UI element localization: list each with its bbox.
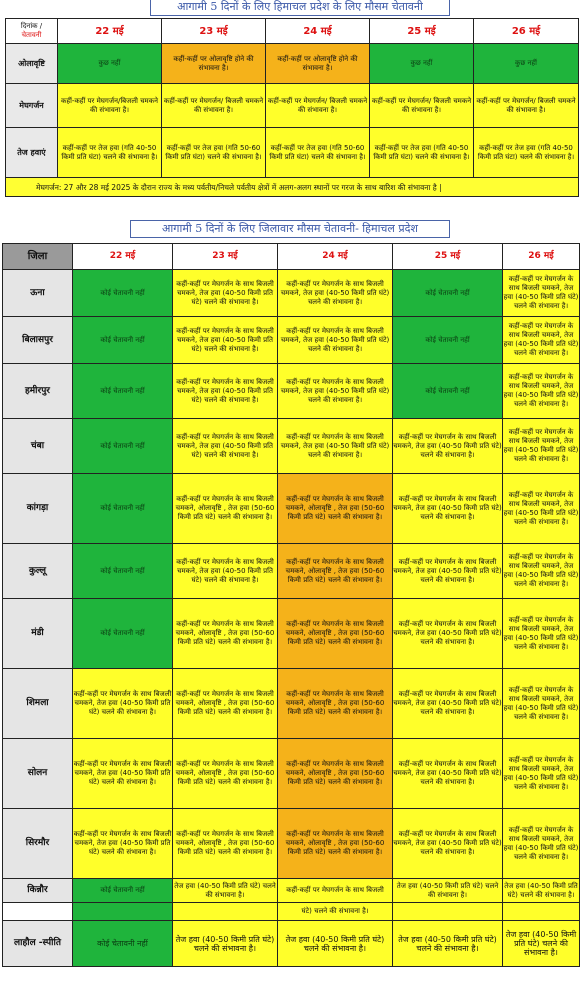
district-warning-cell: कोई चेतावनी नहीं xyxy=(73,921,173,967)
date-header: 25 मई xyxy=(370,19,474,44)
district-warning-cell: कहीं-कहीं पर मेघगर्जन के साथ बिजली चमकने, तेज हवा (40-50 किमी प्रति घंटे) चलने की संभावना है। xyxy=(73,809,173,879)
district-name: चंबा xyxy=(3,419,73,474)
district-warning-cell: कहीं-कहीं पर मेघगर्जन के साथ बिजली चमकने, तेज हवा (40-50 किमी प्रति घंटे) चलने की संभावना है। xyxy=(393,419,503,474)
district-row xyxy=(3,669,580,739)
warning-cell: कहीं-कहीं पर मेघगर्जन/ बिजली चमकने की संभावना है। xyxy=(474,84,579,128)
corner-cell xyxy=(6,19,58,44)
warning-cell: कहीं-कहीं पर तेज हवा (गति 40-50 किमी प्रति घंटा) चलने की संभावना है। xyxy=(58,128,162,178)
district-warning-cell: कहीं-कहीं पर मेघगर्जन के साथ बिजली चमकने, तेज हवा (40-50 किमी प्रति घंटे) चलने की संभावना है। xyxy=(173,317,278,364)
empty-cell xyxy=(3,903,73,921)
district-warning-cell: कहीं-कहीं पर मेघगर्जन के साथ बिजली चमकने, तेज हवा (40-50 किमी प्रति घंटे) चलने की संभावना है। xyxy=(278,270,393,317)
district-warning-cell: कहीं-कहीं पर मेघगर्जन के साथ बिजली चमकने, तेज हवा (40-50 किमी प्रति घंटे) चलने की संभावना है। xyxy=(73,669,173,739)
district-row xyxy=(3,364,580,419)
date-header: 24 मई xyxy=(278,244,393,270)
wind-row xyxy=(6,128,579,178)
district-warning-cell: कहीं-कहीं पर मेघगर्जन के साथ बिजली xyxy=(278,879,393,903)
district-row xyxy=(3,270,580,317)
district-row xyxy=(3,474,580,544)
district-warning-cell: तेज हवा (40-50 किमी प्रति घंटे) चलने की संभावना है। xyxy=(173,921,278,967)
district-warning-cell: कहीं-कहीं पर मेघगर्जन के साथ बिजली चमकने, तेज हवा (40-50 किमी प्रति घंटे) चलने की संभावना है। xyxy=(503,739,580,809)
district-warning-cell: कहीं-कहीं पर मेघगर्जन के साथ बिजली चमकने, तेज हवा (40-50 किमी प्रति घंटे) चलने की संभावना है। xyxy=(503,317,580,364)
date-header: 25 मई xyxy=(393,244,503,270)
district-warning-cell: तेज हवा (40-50 किमी प्रति घंटे) चलने की संभावना है। xyxy=(393,879,503,903)
district-warning-cell: कहीं-कहीं पर मेघगर्जन के साथ बिजली चमकने, तेज हवा (40-50 किमी प्रति घंटे) चलने की संभावना है। xyxy=(278,317,393,364)
state-warning-table xyxy=(5,18,579,197)
warning-cell: कहीं-कहीं पर तेज हवा (गति 40-50 किमी प्रति घंटा) चलने की संभावना है। xyxy=(370,128,474,178)
district-row xyxy=(3,809,580,879)
district-name: सिरमौर xyxy=(3,809,73,879)
corner-date-label: दिनांक / xyxy=(20,22,43,30)
district-warning-cell: कहीं-कहीं पर मेघगर्जन के साथ बिजली चमकने, तेज हवा (40-50 किमी प्रति घंटे) चलने की संभावना है। xyxy=(503,544,580,599)
district-name: किन्नौर xyxy=(3,879,73,903)
district-warning-cell: कहीं-कहीं पर मेघगर्जन के साथ बिजली चमकने, तेज हवा (40-50 किमी प्रति घंटे) चलने की संभावना है। xyxy=(393,669,503,739)
district-warning-cell: कहीं-कहीं पर मेघगर्जन के साथ बिजली चमकने, तेज हवा (40-50 किमी प्रति घंटे) चलने की संभावना है। xyxy=(173,544,278,599)
row-label-wind: तेज हवाएं xyxy=(6,128,58,178)
row-label-hail: ओलावृष्टि xyxy=(6,44,58,84)
district-warning-cell: कोई चेतावनी नहीं xyxy=(393,317,503,364)
district-warning-cell: तेज हवा (40-50 किमी प्रति घंटे) चलने की संभावना है। xyxy=(393,921,503,967)
date-header: 26 मई xyxy=(503,244,580,270)
district-warning-cell: कोई चेतावनी नहीं xyxy=(73,317,173,364)
district-row xyxy=(3,599,580,669)
empty-cell xyxy=(173,903,278,921)
district-row xyxy=(3,544,580,599)
warning-cell: कहीं-कहीं पर मेघगर्जन/ बिजली चमकने की संभावना है। xyxy=(370,84,474,128)
district-warning-cell: कहीं-कहीं पर मेघगर्जन के साथ बिजली चमकने, ओलावृष्टि , तेज हवा (50-60 किमी प्रति घंटे) चलने की संभावना है। xyxy=(278,599,393,669)
district-warning-cell: कहीं-कहीं पर मेघगर्जन के साथ बिजली चमकने, तेज हवा (40-50 किमी प्रति घंटे) चलने की संभावना है। xyxy=(393,739,503,809)
district-warning-cell: कहीं-कहीं पर मेघगर्जन के साथ बिजली चमकने, तेज हवा (40-50 किमी प्रति घंटे) चलने की संभावना है। xyxy=(503,474,580,544)
date-header: 26 मई xyxy=(474,19,579,44)
district-warning-cell: कहीं-कहीं पर मेघगर्जन के साथ बिजली चमकने, तेज हवा (40-50 किमी प्रति घंटे) चलने की संभावना है। xyxy=(173,270,278,317)
row-label-thunder: मेघगर्जन xyxy=(6,84,58,128)
district-warning-cell: कोई चेतावनी नहीं xyxy=(393,364,503,419)
district-name: कांगड़ा xyxy=(3,474,73,544)
district-warning-cell: कहीं-कहीं पर मेघगर्जन के साथ बिजली चमकने, तेज हवा (40-50 किमी प्रति घंटे) चलने की संभावना है। xyxy=(278,419,393,474)
state-table-header xyxy=(6,19,579,44)
warning-cell: कहीं-कहीं पर तेज हवा (गति 40-50 किमी प्रति घंटा) चलने की संभावना है। xyxy=(474,128,579,178)
corner-warning-label: चेतावनी xyxy=(21,31,42,39)
hail-row xyxy=(6,44,579,84)
district-row xyxy=(3,317,580,364)
district-row-kinnaur xyxy=(3,879,580,903)
district-warning-cell: कहीं-कहीं पर मेघगर्जन के साथ बिजली चमकने, तेज हवा (40-50 किमी प्रति घंटे) चलने की संभावना है। xyxy=(173,419,278,474)
kinnaur-continuation-row xyxy=(3,903,580,921)
district-warning-cell: कहीं-कहीं पर मेघगर्जन के साथ बिजली चमकने, ओलावृष्टि , तेज हवा (50-60 किमी प्रति घंटे) चलने की संभावना है। xyxy=(278,669,393,739)
district-warning-cell: कहीं-कहीं पर मेघगर्जन के साथ बिजली चमकने, तेज हवा (40-50 किमी प्रति घंटे) चलने की संभावना है। xyxy=(503,809,580,879)
district-warning-cell: तेज हवा (40-50 किमी प्रति घंटे) चलने की संभावना है। xyxy=(503,879,580,903)
district-name: हमीरपुर xyxy=(3,364,73,419)
district-warning-cell: कोई चेतावनी नहीं xyxy=(73,599,173,669)
warning-cell: कुछ नहीं xyxy=(474,44,579,84)
district-warning-cell: कहीं-कहीं पर मेघगर्जन के साथ बिजली चमकने, ओलावृष्टि , तेज हवा (50-60 किमी प्रति घंटे) चलने की संभावना है। xyxy=(173,474,278,544)
district-table-header xyxy=(3,244,580,270)
warning-cell: कहीं-कहीं पर ओलावृष्टि होने की संभावना है। xyxy=(162,44,266,84)
warning-cell: कहीं-कहीं पर तेज हवा (गति 50-60 किमी प्रति घंटा) चलने की संभावना है। xyxy=(162,128,266,178)
district-name: ऊना xyxy=(3,270,73,317)
district-warning-table xyxy=(2,243,580,967)
district-name: बिलासपुर xyxy=(3,317,73,364)
warning-cell: कहीं-कहीं पर ओलावृष्टि होने की संभावना है। xyxy=(266,44,370,84)
warning-cell: कहीं-कहीं पर मेघगर्जन/ बिजली चमकने की संभावना है। xyxy=(266,84,370,128)
district-warning-cell: कहीं-कहीं पर मेघगर्जन के साथ बिजली चमकने, ओलावृष्टि , तेज हवा (50-60 किमी प्रति घंटे) चलने की संभावना है। xyxy=(278,474,393,544)
district-warning-cell: कहीं-कहीं पर मेघगर्जन के साथ बिजली चमकने, तेज हवा (40-50 किमी प्रति घंटे) चलने की संभावना है। xyxy=(278,364,393,419)
district-warning-cell: कोई चेतावनी नहीं xyxy=(73,879,173,903)
warning-cell: कहीं-कहीं पर मेघगर्जन/बिजली चमकने की संभावना है। xyxy=(58,84,162,128)
district-name: मंडी xyxy=(3,599,73,669)
state-warning-title: आगामी 5 दिनों के लिए हिमाचल प्रदेश के लिए मौसम चेतावनी xyxy=(150,0,450,16)
district-warning-cell: कहीं-कहीं पर मेघगर्जन के साथ बिजली चमकने, तेज हवा (40-50 किमी प्रति घंटे) चलने की संभावना है। xyxy=(503,270,580,317)
district-name: सोलन xyxy=(3,739,73,809)
district-row xyxy=(3,419,580,474)
district-warning-cell: कहीं-कहीं पर मेघगर्जन के साथ बिजली चमकने, ओलावृष्टि , तेज हवा (50-60 किमी प्रति घंटे) चलने की संभावना है। xyxy=(173,599,278,669)
district-warning-cell: तेज हवा (40-50 किमी प्रति घंटे) चलने की संभावना है। xyxy=(278,921,393,967)
district-warning-cell: कोई चेतावनी नहीं xyxy=(73,270,173,317)
empty-cell xyxy=(73,903,173,921)
district-warning-cell: कहीं-कहीं पर मेघगर्जन के साथ बिजली चमकने, तेज हवा (40-50 किमी प्रति घंटे) चलने की संभावना है। xyxy=(503,599,580,669)
district-warning-cell: तेज हवा (40-50 किमी प्रति घंटे) चलने की संभावना है। xyxy=(173,879,278,903)
date-header: 22 मई xyxy=(73,244,173,270)
district-name: लाहौल -स्पीति xyxy=(3,921,73,967)
warning-cell: कुछ नहीं xyxy=(370,44,474,84)
district-warning-cell: तेज हवा (40-50 किमी प्रति घंटे) चलने की संभावना है। xyxy=(503,921,580,967)
district-warning-cell: कहीं-कहीं पर मेघगर्जन के साथ बिजली चमकने, तेज हवा (40-50 किमी प्रति घंटे) चलने की संभावना है। xyxy=(393,544,503,599)
district-name: कुल्लू xyxy=(3,544,73,599)
district-warning-cell: कोई चेतावनी नहीं xyxy=(73,474,173,544)
date-header: 22 मई xyxy=(58,19,162,44)
district-warning-cell: कहीं-कहीं पर मेघगर्जन के साथ बिजली चमकने, तेज हवा (40-50 किमी प्रति घंटे) चलने की संभावना है। xyxy=(393,599,503,669)
district-warning-cell: कोई चेतावनी नहीं xyxy=(73,544,173,599)
district-warning-cell: कहीं-कहीं पर मेघगर्जन के साथ बिजली चमकने, तेज हवा (40-50 किमी प्रति घंटे) चलने की संभावना है। xyxy=(503,419,580,474)
date-header: 23 मई xyxy=(173,244,278,270)
district-warning-cell: कहीं-कहीं पर मेघगर्जन के साथ बिजली चमकने, तेज हवा (40-50 किमी प्रति घंटे) चलने की संभावना है। xyxy=(503,669,580,739)
district-warning-cell: कहीं-कहीं पर मेघगर्जन के साथ बिजली चमकने, तेज हवा (40-50 किमी प्रति घंटे) चलने की संभावना है। xyxy=(503,364,580,419)
district-warning-cell: कहीं-कहीं पर मेघगर्जन के साथ बिजली चमकने, तेज हवा (40-50 किमी प्रति घंटे) चलने की संभावना है। xyxy=(173,364,278,419)
date-header: 23 मई xyxy=(162,19,266,44)
district-warning-cell: कहीं-कहीं पर मेघगर्जन के साथ बिजली चमकने, ओलावृष्टि , तेज हवा (50-60 किमी प्रति घंटे) चलने की संभावना है। xyxy=(173,669,278,739)
thunder-note: मेघगर्जन: 27 और 28 मई 2025 के दौरान राज्य के मध्य पर्वतीय/निचले पर्वतीय क्षेत्रों में अलग-अलग स्थानों पर गरज के साथ बारिश की संभावना है | xyxy=(6,178,579,197)
district-warning-cell: कोई चेतावनी नहीं xyxy=(73,419,173,474)
empty-cell xyxy=(393,903,503,921)
empty-cell xyxy=(503,903,580,921)
district-row xyxy=(3,739,580,809)
continuation-text: घंटे) चलने की संभावना है। xyxy=(278,903,393,921)
thunder-row xyxy=(6,84,579,128)
district-name: शिमला xyxy=(3,669,73,739)
warning-cell: कहीं-कहीं पर मेघगर्जन/ बिजली चमकने की संभावना है। xyxy=(162,84,266,128)
date-header: 24 मई xyxy=(266,19,370,44)
district-warning-cell: कहीं-कहीं पर मेघगर्जन के साथ बिजली चमकने, तेज हवा (40-50 किमी प्रति घंटे) चलने की संभावना है। xyxy=(393,809,503,879)
district-warning-cell: कहीं-कहीं पर मेघगर्जन के साथ बिजली चमकने, ओलावृष्टि , तेज हवा (50-60 किमी प्रति घंटे) चलने की संभावना है। xyxy=(173,809,278,879)
district-row-lahaul xyxy=(3,921,580,967)
district-warning-cell: कहीं-कहीं पर मेघगर्जन के साथ बिजली चमकने, तेज हवा (40-50 किमी प्रति घंटे) चलने की संभावना है। xyxy=(73,739,173,809)
district-warning-cell: कहीं-कहीं पर मेघगर्जन के साथ बिजली चमकने, ओलावृष्टि , तेज हवा (50-60 किमी प्रति घंटे) चलने की संभावना है। xyxy=(278,739,393,809)
note-row xyxy=(6,178,579,197)
district-warning-cell: कोई चेतावनी नहीं xyxy=(73,364,173,419)
zila-header: जिला xyxy=(3,244,73,270)
district-warning-cell: कहीं-कहीं पर मेघगर्जन के साथ बिजली चमकने, ओलावृष्टि , तेज हवा (50-60 किमी प्रति घंटे) चलने की संभावना है। xyxy=(278,544,393,599)
warning-cell: कहीं-कहीं पर तेज हवा (गति 50-60 किमी प्रति घंटा) चलने की संभावना है। xyxy=(266,128,370,178)
warning-cell: कुछ नहीं xyxy=(58,44,162,84)
district-warning-cell: कहीं-कहीं पर मेघगर्जन के साथ बिजली चमकने, ओलावृष्टि , तेज हवा (50-60 किमी प्रति घंटे) चलने की संभावना है। xyxy=(173,739,278,809)
district-warning-cell: कहीं-कहीं पर मेघगर्जन के साथ बिजली चमकने, ओलावृष्टि , तेज हवा (50-60 किमी प्रति घंटे) चलने की संभावना है। xyxy=(278,809,393,879)
district-warning-title: आगामी 5 दिनों के लिए जिलावार मौसम चेतावनी- हिमाचल प्रदेश xyxy=(130,220,450,238)
district-warning-cell: कहीं-कहीं पर मेघगर्जन के साथ बिजली चमकने, तेज हवा (40-50 किमी प्रति घंटे) चलने की संभावना है। xyxy=(393,474,503,544)
district-warning-cell: कोई चेतावनी नहीं xyxy=(393,270,503,317)
